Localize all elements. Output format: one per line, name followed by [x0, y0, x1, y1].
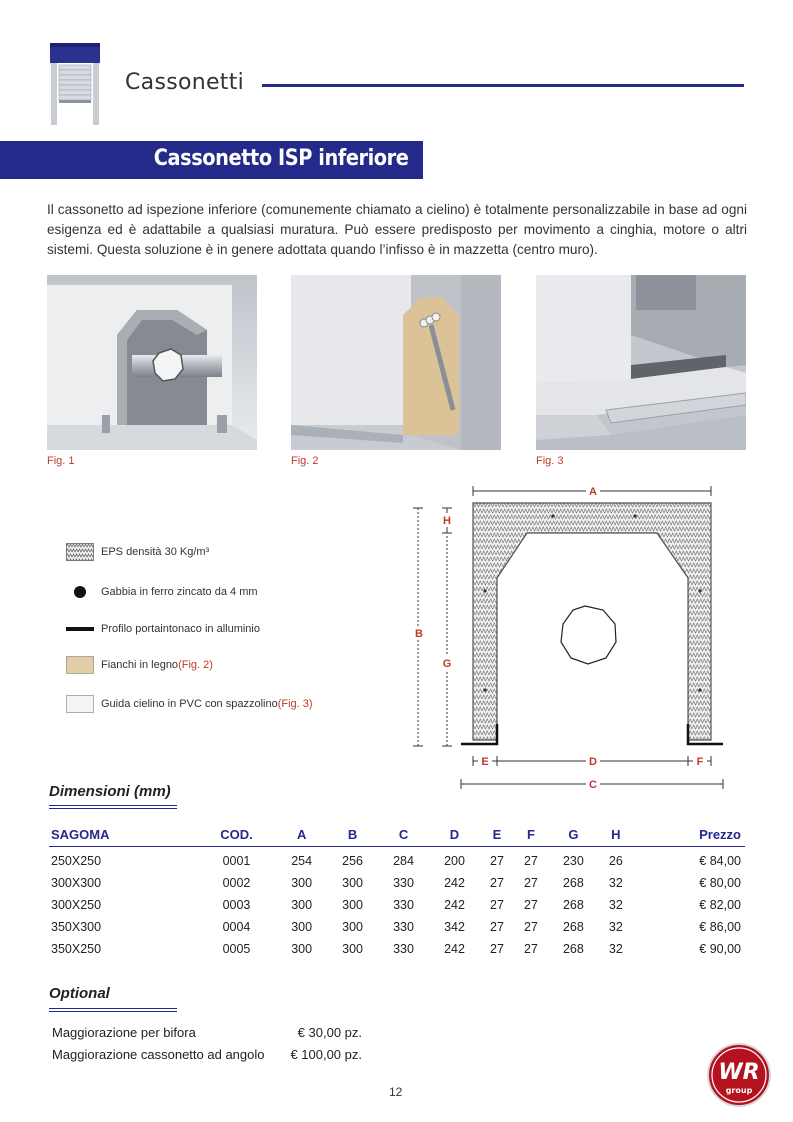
table-cell: 27 [523, 898, 538, 912]
table-cell: 350X300 [51, 920, 102, 934]
column-header: G [548, 824, 599, 846]
table-cell: 342 [444, 920, 465, 934]
figure-3-caption: Fig. 3 [536, 455, 564, 467]
dim-label-c: C [589, 779, 597, 791]
table-cell: 27 [490, 898, 504, 912]
table-cell: 242 [444, 876, 465, 890]
column-header: H [599, 824, 633, 846]
table-cell: 242 [444, 942, 465, 956]
table-cell: 32 [608, 920, 623, 934]
table-cell: € 80,00 [699, 876, 741, 890]
table-cell: 256 [342, 854, 364, 868]
table-row [49, 850, 745, 872]
column-header: SAGOMA [49, 824, 197, 846]
column-header: B [327, 824, 378, 846]
table-cell: 300 [291, 920, 313, 934]
intro-paragraph: Il cassonetto ad ispezione inferiore (comunemente chiamato a cielino) è totalmente personalizzabile in base ad ogni esigenza ed è adattabile a qualsiasi muratura. Può essere predisposto per movimento a cinghia, motore o altri sistemi. Questa soluzione è in genere adottata quando l’infisso è in mazzetta (centro muro). [47, 202, 747, 257]
section-diagram [405, 478, 745, 796]
table-cell: 32 [608, 876, 623, 890]
table-header-row [49, 824, 745, 846]
table-cell: 330 [393, 920, 414, 934]
roller-shutter-icon [50, 43, 100, 125]
section-banner [0, 141, 423, 179]
table-cell: 300 [291, 898, 313, 912]
table-cell: 300 [342, 876, 364, 890]
table-cell: 27 [490, 920, 504, 934]
pvc-swatch-icon [66, 695, 94, 713]
table-cell: 0005 [222, 942, 251, 956]
table-cell: 200 [444, 854, 465, 868]
legend-ref: (Fig. 3) [277, 698, 313, 710]
table-cell: € 84,00 [699, 854, 741, 868]
dim-label-h: H [443, 515, 451, 527]
table-cell: 300 [342, 898, 364, 912]
logo-text: WR [718, 1060, 760, 1085]
section-title: Cassonetto ISP inferiore [153, 146, 408, 171]
legend-item-wood [66, 656, 213, 674]
table-cell: 32 [608, 898, 623, 912]
dimensions-table [49, 824, 745, 960]
table-cell: € 90,00 [699, 942, 741, 956]
table-cell: 268 [562, 942, 584, 956]
table-cell: 330 [393, 898, 414, 912]
column-header: D [429, 824, 480, 846]
dimensions-title: Dimensioni (mm) [49, 783, 171, 800]
dim-label-g: G [442, 658, 452, 670]
figure-1-caption: Fig. 1 [47, 455, 75, 467]
table-cell: 27 [490, 854, 504, 868]
dim-label-b: B [415, 628, 423, 640]
legend-label: EPS densità 30 Kg/m³ [101, 546, 210, 558]
table-cell: 27 [523, 854, 538, 868]
table-cell: 300X300 [51, 876, 102, 890]
table-cell: 300X250 [51, 898, 102, 912]
column-header: A [276, 824, 327, 846]
dim-label-e: E [481, 756, 489, 768]
table-row [49, 894, 745, 916]
table-cell: 268 [562, 898, 584, 912]
dim-label-d: D [589, 756, 597, 768]
wood-swatch-icon [66, 656, 94, 674]
eps-swatch-icon [66, 543, 94, 561]
page-header-title: Cassonetti [125, 70, 245, 95]
logo-subtext: group [725, 1086, 753, 1095]
legend-label: Profilo portaintonaco in alluminio [101, 623, 260, 635]
optional-title-rule [49, 1008, 177, 1012]
legend-item-pvc [66, 695, 313, 713]
dim-label-a: A [589, 486, 597, 498]
table-cell: 268 [562, 876, 584, 890]
table-cell: 350X250 [51, 942, 102, 956]
table-cell: 300 [342, 920, 364, 934]
legend-item-eps [66, 543, 209, 561]
figure-2-caption: Fig. 2 [291, 455, 319, 467]
optional-item-price: € 100,00 pz. [290, 1047, 362, 1062]
table-row [49, 916, 745, 938]
table-cell: 27 [490, 942, 504, 956]
table-cell: 242 [444, 898, 465, 912]
profile-line-icon [66, 620, 94, 638]
optional-title: Optional [49, 985, 110, 1002]
legend-item-cage [66, 583, 258, 601]
legend-item-profile [66, 620, 260, 638]
figure-1-photo [47, 275, 257, 450]
legend-label: Fianchi in legno [101, 659, 179, 671]
dimensions-title-rule [49, 805, 177, 809]
legend-ref: (Fig. 2) [178, 659, 213, 671]
table-cell: 254 [291, 854, 313, 868]
table-cell: 0003 [222, 898, 251, 912]
figure-3-photo [536, 275, 746, 450]
table-cell: 27 [523, 920, 538, 934]
column-header: COD. [197, 824, 276, 846]
table-cell: 0004 [222, 920, 251, 934]
table-cell: 300 [342, 942, 364, 956]
dot-icon [66, 583, 94, 601]
table-cell: 27 [490, 876, 504, 890]
column-header: C [378, 824, 429, 846]
table-cell: € 86,00 [699, 920, 741, 934]
table-cell: 27 [523, 942, 538, 956]
legend-label: Guida cielino in PVC con spazzolino [101, 698, 278, 710]
table-cell: 300 [291, 942, 313, 956]
table-cell: 0001 [222, 854, 251, 868]
table-cell: 230 [562, 854, 584, 868]
table-row [49, 938, 745, 960]
table-cell: 284 [393, 854, 414, 868]
table-cell: 26 [608, 854, 623, 868]
table-cell: 27 [523, 876, 538, 890]
column-header: F [514, 824, 548, 846]
dimensions-table-body [49, 846, 745, 960]
figure-2-photo [291, 275, 501, 450]
table-cell: 250X250 [51, 854, 102, 868]
table-cell: 268 [562, 920, 584, 934]
table-cell: 330 [393, 942, 414, 956]
table-cell: 32 [608, 942, 623, 956]
table-cell: 300 [291, 876, 313, 890]
table-cell: € 82,00 [699, 898, 741, 912]
column-header: E [480, 824, 514, 846]
legend-label: Gabbia in ferro zincato da 4 mm [101, 586, 258, 598]
table-cell: 0002 [222, 876, 251, 890]
column-header: Prezzo [633, 824, 745, 846]
wr-group-logo [706, 1042, 772, 1108]
optional-item-label: Maggiorazione cassonetto ad angolo [52, 1047, 265, 1062]
dim-label-f: F [696, 756, 704, 768]
table-cell: 330 [393, 876, 414, 890]
optional-item-label: Maggiorazione per bifora [52, 1025, 196, 1040]
optional-item-price: € 30,00 pz. [297, 1025, 362, 1040]
table-row [49, 872, 745, 894]
page-number: 12 [389, 1085, 403, 1099]
header-rule [262, 84, 744, 87]
